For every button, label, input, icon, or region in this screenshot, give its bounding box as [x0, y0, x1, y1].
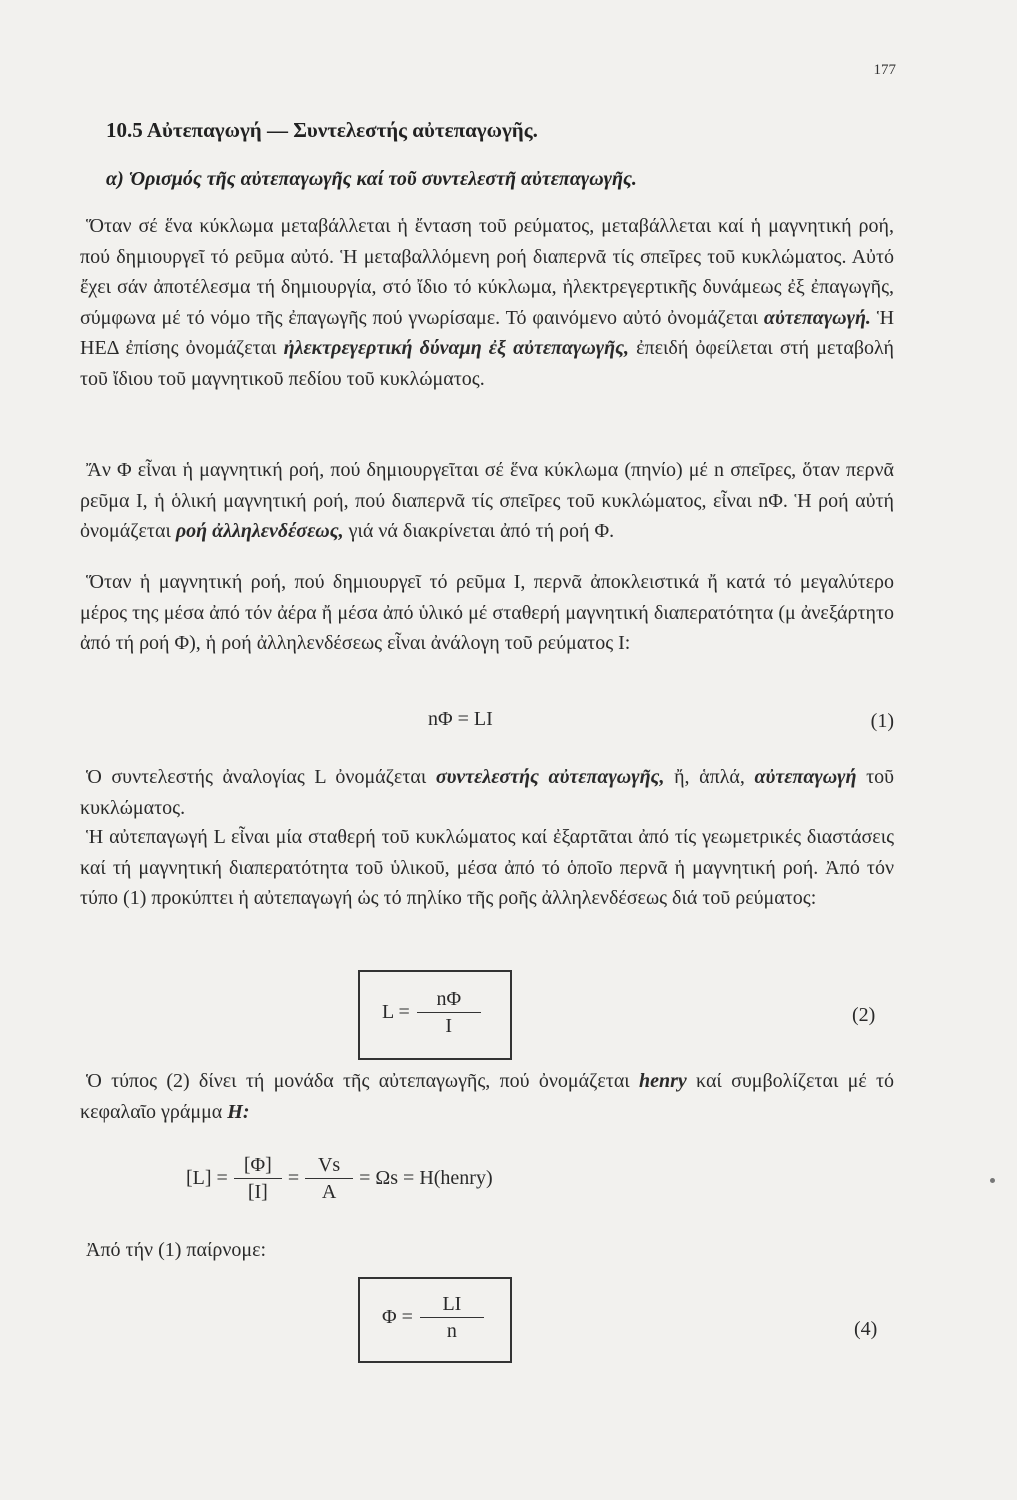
equation-number: (1)	[870, 710, 894, 732]
term-self-inductance: αὐτεπαγωγή	[754, 766, 857, 788]
term-flux-linkage: ροή ἀλληλενδέσεως,	[175, 520, 344, 542]
equation-1	[80, 708, 894, 738]
paragraph-text: καί συμβολίζεται μέ τό κεφαλαῖο γράμμα	[80, 1070, 895, 1123]
equation-rhs: = Ωs = H(henry)	[359, 1167, 493, 1189]
paragraph-henry-unit	[80, 1066, 894, 1127]
equation-lhs: Φ =	[382, 1306, 413, 1328]
equation-expression: nΦ = LI	[428, 708, 493, 730]
fraction-numerator: LI	[442, 1293, 462, 1315]
paragraph-text: τοῦ κυκλώματος.	[80, 766, 895, 819]
paragraph-inductance-constant	[80, 822, 894, 914]
term-self-inductance-coefficient: συντελεστής αὐτεπαγωγῆς,	[435, 766, 665, 788]
section-heading: 10.5 Αὐτεπαγωγή — Συντελεστής αὐτεπαγωγῆς.	[106, 118, 538, 142]
fraction	[417, 986, 481, 1039]
paragraph-text: Ὅταν σέ ἕνα κύκλωμα μεταβάλλεται ἡ ἔνταση τοῦ ρεύματος, μεταβάλλεται καί ἡ μαγνητική ροή, πού δημιουργεῖ τό ρεῦμα αὐτό. Ἡ μεταβαλλόμενη ροή διαπερνᾶ τίς σπεῖρες τοῦ κυκλώματος. Αὐτό ἔχει σάν ἀποτέλεσμα τή δημιουργία, στό ἴδιο τό κύκλωμα, ἠλεκτρεγερτικῆς δυνάμεως ἐξ ἐπαγωγῆς, σύμφωνα μέ τό νόμο τῆς ἐπαγωγῆς πού γνωρίσαμε. Τό φαινόμενο αὐτό ὀνομάζεται	[80, 215, 894, 329]
paragraph-text: Ὅταν ἡ μαγνητική ροή, πού δημιουργεῖ τό ρεῦμα I, περνᾶ ἀποκλειστικά ἤ κατά τό μεγαλύτερο μέρος της μέσα ἀπό τόν ἀέρα ἤ μέσα ἀπό ὑλικό μέ σταθερή μαγνητική διαπερατότητα (μ ἀνεξάρτητο ἀπό τή ροή Φ), ἡ ροή ἀλληλενδέσεως εἶναι ἀνάλογη τοῦ ρεύματος I:	[80, 571, 894, 654]
paragraph-text: Ἡ αὐτεπαγωγή L εἶναι μία σταθερή τοῦ κυκλώματος καί ἐξαρτᾶται ἀπό τίς γεωμετρικές διαστάσεις καί τή μαγνητική διαπερατότητα τοῦ ὑλικοῦ, μέσα ἀπό τό ὁποῖο περνᾶ ἡ μαγνητική ροή. Ἀπό τόν τύπο (1) προκύπτει ἡ αὐτεπαγωγή ὡς τό πηλίκο τῆς ροῆς ἀλληλενδέσεως διά τοῦ ρεύματος:	[80, 826, 894, 909]
paragraph-text: ἐπειδή ὀφείλεται στή μεταβολή τοῦ ἴδιου τοῦ μαγνητικοῦ πεδίου τοῦ κυκλώματος.	[80, 337, 895, 390]
equation-2-box	[358, 970, 512, 1060]
equation-4-box	[358, 1277, 512, 1363]
paragraph-text: Ἀπό τήν (1) παίρνομε:	[86, 1239, 267, 1261]
page-number: 177	[873, 62, 896, 78]
equation-lhs: [L] =	[186, 1167, 228, 1189]
paragraph-text: Ὁ τύπος (2) δίνει τή μονάδα τῆς αὐτεπαγωγῆς, πού ὀνομάζεται	[86, 1070, 630, 1092]
fraction	[234, 1152, 282, 1205]
equation-number: (2)	[852, 1004, 876, 1026]
equals-sign: =	[287, 1167, 300, 1189]
paragraph-self-induction-definition	[80, 211, 894, 394]
paragraph-text: Ἡ ΗΕΔ ἐπίσης ὀνομάζεται	[80, 306, 895, 359]
fraction-numerator: nΦ	[436, 988, 462, 1010]
paragraph-text: ἤ, ἁπλά,	[674, 766, 745, 788]
term-h-symbol: H:	[227, 1100, 250, 1123]
term-self-induction: αὐτεπαγωγή.	[763, 306, 871, 329]
unit-equation	[186, 1152, 493, 1205]
term-self-induced-emf: ἠλεκτρεγερτική δύναμη ἐξ αὐτεπαγωγῆς,	[283, 337, 630, 359]
fraction-numerator: Vs	[317, 1154, 341, 1176]
fraction-denominator: I	[417, 1012, 481, 1039]
term-henry: henry	[638, 1070, 687, 1092]
fraction-numerator: [Φ]	[243, 1154, 272, 1176]
paragraph-from-eq1	[80, 1235, 894, 1266]
paragraph-text: Ἄν Φ εἶναι ἡ μαγνητική ροή, πού δημιουργεῖται σέ ἕνα κύκλωμα (πηνίο) μέ n σπεῖρες, ὅταν περνᾶ ρεῦμα I, ἡ ὁλική μαγνητική ροή, πού διαπερνᾶ τίς σπεῖρες τοῦ κυκλώματος, εἶναι nΦ. Ἡ ροή αὐτή ὀνομάζεται	[80, 459, 894, 542]
equation-lhs: L =	[382, 1001, 410, 1023]
sub-heading: α) Ὁρισμός τῆς αὐτεπαγωγῆς καί τοῦ συντελεστῆ αὐτεπαγωγῆς.	[106, 168, 637, 190]
paragraph-text: Ὁ συντελεστής ἀναλογίας L ὀνομάζεται	[86, 766, 427, 788]
paragraph-proportionality	[80, 567, 894, 659]
paragraph-text: γιά νά διακρίνεται ἀπό τή ροή Φ.	[348, 520, 615, 542]
print-smudge	[990, 1178, 995, 1183]
equation-number: (4)	[854, 1318, 878, 1340]
paragraph-coefficient	[80, 762, 894, 823]
fraction	[305, 1152, 353, 1205]
fraction-denominator: [I]	[234, 1178, 282, 1205]
fraction-denominator: A	[305, 1178, 353, 1205]
fraction-denominator: n	[420, 1317, 484, 1344]
paragraph-flux-linkage	[80, 455, 894, 547]
fraction	[420, 1291, 484, 1344]
